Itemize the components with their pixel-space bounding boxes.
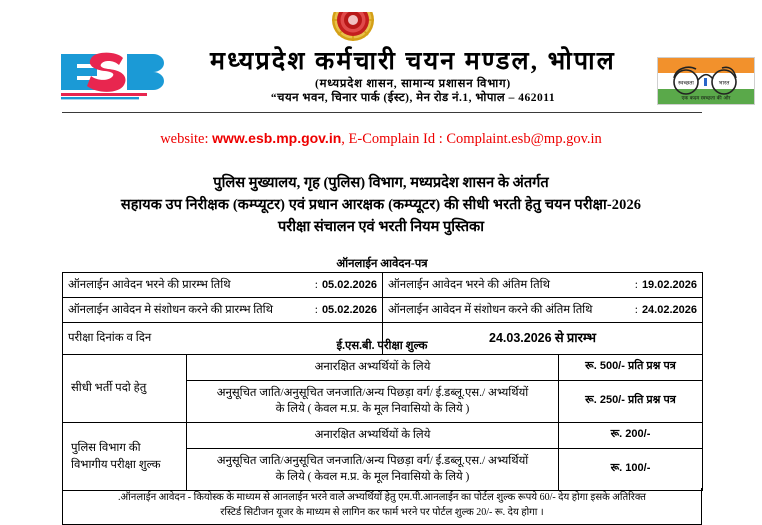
fee-amount-unreserved-direct: रू. 500/- प्रति प्रश्न पत्र (559, 355, 703, 381)
fee-category-reserved-departmental (187, 448, 559, 490)
fee-amount-reserved-direct: रू. 250/- प्रति प्रश्न पत्र (559, 380, 703, 422)
swachh-right-text: भारत (718, 80, 730, 87)
title-line-1: पुलिस मुख्यालय, गृह (पुलिस) विभाग, मध्यप्रदेश शासन के अंतर्गत (213, 175, 549, 191)
fee-category-text-line1: अनुसूचित जाति/अनुसूचित जनजाति/अन्य पिछड़ा वर्ग/ ई.डब्लू.एस./ अभ्यर्थियों (216, 386, 529, 399)
application-start-cell (63, 273, 383, 298)
fee-group-direct-recruitment-label (63, 355, 187, 423)
fee-group-departmental-label (63, 423, 187, 491)
fee-category-reserved-direct (187, 380, 559, 422)
swachh-left-text: स्वच्छता (678, 80, 694, 87)
organisation-address: “चयन भवन, चिनार पार्क (ईस्ट), मेन रोड नं.1, भोपाल – 462011 (270, 92, 556, 105)
exam-fee-table (62, 354, 703, 491)
footnote-line-1: .ऑनलाईन आवेदन - कियोस्क के माध्यम से आनलाईन भरने वाले अभ्यर्थियों हेतु एम.पी.आनलाईन का पोर्टल शुल्क रूपये 60/- देय होगा इसके अतिरिक्त (118, 492, 646, 503)
table-row (63, 273, 703, 298)
application-end-colon: : (634, 278, 638, 291)
title-line-3: परीक्षा संचालन एवं भरती नियम पुस्तिका (277, 219, 485, 235)
title-line-2: सहायक उप निरीक्षक (कम्प्यूटर) एवं प्रधान आरक्षक (कम्प्यूटर) की सीधी भरती हेतु चयन परीक्षा-2026 (120, 197, 642, 213)
fee-group-label-line1: पुलिस विभाग की (71, 441, 141, 454)
table-row (63, 423, 703, 449)
website-prefix: website: (160, 131, 213, 147)
fee-group-label-line2-text: विभागीय परीक्षा शुल्क (71, 458, 161, 471)
fee-category-text-line1: अनुसूचित जाति/अनुसूचित जनजाति/अन्य पिछड़ा वर्ग/ ई.डब्लू.एस./ अभ्यर्थियों (216, 454, 529, 467)
exam-date-value: 24.03.2026 (489, 331, 552, 345)
document-header (0, 0, 762, 112)
fee-category-text-line2: के लिये ( केवल म.प्र. के मूल निवासियो के लिये ) (275, 403, 470, 416)
application-section-caption: ऑनलाईन आवेदन-पत्र (336, 258, 428, 270)
application-start-colon: : (314, 278, 318, 291)
exam-date-label: परीक्षा दिनांक व दिन (68, 332, 152, 345)
exam-date-suffix: से प्रारम्भ (551, 330, 596, 345)
portal-fee-footnote (62, 488, 702, 525)
correction-start-date: 05.02.2026 (321, 303, 377, 316)
fee-group-label-text: सीधी भर्ती पदो हेतु (71, 382, 147, 395)
correction-end-cell (383, 298, 703, 323)
fee-amount-unreserved-departmental: रू. 200/- (559, 423, 703, 449)
correction-start-label: ऑनलाईन आवेदन मे संशोधन करने की प्रारम्भ तिथि (68, 303, 273, 316)
website-separator: , E-Complain Id : (341, 131, 447, 147)
organisation-department: (मध्यप्रदेश शासन, सामान्य प्रशासन विभाग) (314, 78, 511, 90)
organisation-name-block (178, 48, 648, 105)
swachh-tagline: एक कदम स्वच्छता की ओर (681, 95, 731, 102)
table-row (63, 355, 703, 381)
fee-category-unreserved-direct (187, 355, 559, 381)
fee-amount-reserved-departmental: रू. 100/- (559, 448, 703, 490)
application-end-date: 19.02.2026 (641, 278, 697, 291)
footnote-line-2: रस्टिर्ड सिटीजन यूजर के माध्यम से लागिन कर फार्म भरने पर पोर्टल शुल्क 20/- रू. देय होगा । (220, 507, 544, 518)
correction-start-cell (63, 298, 383, 323)
swachh-bharat-logo-icon (657, 57, 755, 105)
correction-start-colon: : (314, 303, 318, 316)
complaint-email[interactable]: Complaint.esb@mp.gov.in (446, 131, 602, 147)
application-end-cell (383, 273, 703, 298)
esb-logo-icon (57, 48, 171, 100)
organisation-name: मध्यप्रदेश कर्मचारी चयन मण्डल, भोपाल (210, 48, 616, 75)
correction-end-date: 24.02.2026 (641, 303, 697, 316)
correction-end-colon: : (634, 303, 638, 316)
fee-category-text-line2: के लिये ( केवल म.प्र. के मूल निवासियो के लिये ) (275, 471, 470, 484)
page-title (31, 172, 731, 238)
fee-section-caption: ई.एस.बी. परीक्षा शुल्क (336, 340, 428, 352)
website-url[interactable]: www.esb.mp.gov.in (212, 130, 342, 146)
table-row (63, 298, 703, 323)
website-contact-line (0, 130, 762, 148)
header-divider (62, 112, 702, 113)
fee-category-text: अनारक्षित अभ्यर्थियों के लिये (314, 429, 431, 442)
application-end-label: ऑनलाईन आवेदन भरने की अंतिम तिथि (388, 278, 550, 291)
application-start-label: ऑनलाईन आवेदन भरने की प्रारम्भ तिथि (68, 278, 231, 291)
correction-end-label: ऑनलाईन आवेदन में संशोधन करने की अंतिम तिथि (388, 303, 593, 316)
application-start-date: 05.02.2026 (321, 278, 377, 291)
fee-category-text: अनारक्षित अभ्यर्थियों के लिये (314, 361, 431, 373)
fee-category-unreserved-departmental (187, 423, 559, 449)
